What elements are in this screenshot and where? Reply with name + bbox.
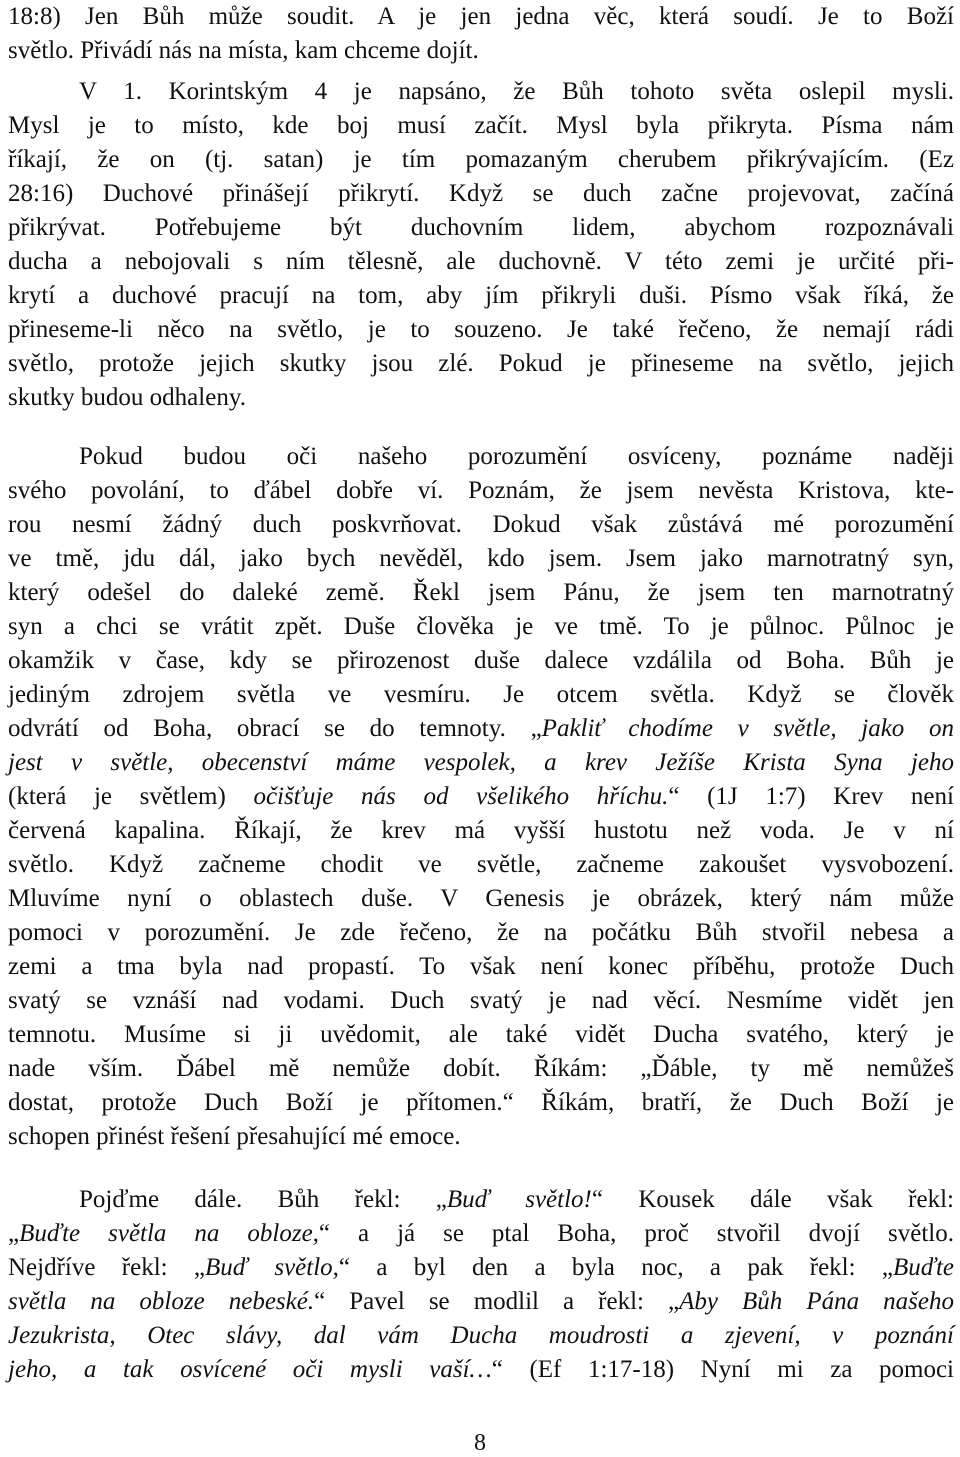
scripture-quote: očišťuje nás od všelikého hříchu. bbox=[253, 783, 669, 810]
text-span: “ a byl den a byla noc, a pak řekl: „ bbox=[338, 1254, 893, 1281]
text-line: schopen přinést řešení přesahující mé emoce. bbox=[8, 1123, 461, 1150]
text-span: “ (Ef 1:17-18) Nyní mi za pomoci bbox=[491, 1356, 954, 1383]
text-line: přineseme-li něco na světlo, je to souzeno. Je také řečeno, že nemají rádi bbox=[8, 316, 954, 343]
scripture-quote: světla na obloze nebeské. bbox=[8, 1288, 315, 1315]
text-span: Nejdříve řekl: „ bbox=[8, 1254, 206, 1281]
text-line: ve tmě, jdu dál, jako bych nevěděl, kdo jsem. Jsem jako marnotratný syn, bbox=[8, 545, 954, 572]
page-number: 8 bbox=[474, 1430, 486, 1456]
text-line: který odešel do daleké země. Řekl jsem Pánu, že jsem ten marnotratný bbox=[8, 579, 954, 606]
scripture-quote: jest v světle, obecenství máme vespolek, a krev Ježíše Krista Syna jeho bbox=[8, 749, 954, 776]
text-line bbox=[8, 780, 954, 814]
text-line: nade vším. Ďábel mě nemůže dobít. Říkám: „Ďáble, ty mě nemůžeš bbox=[8, 1055, 954, 1082]
text-span: „ bbox=[8, 1220, 20, 1247]
text-line: zemi a tma byla nad propastí. To však není konec příběhu, protože Duch bbox=[8, 953, 954, 980]
scripture-quote: Buď světlo! bbox=[446, 1186, 592, 1213]
text-line: rou nesmí žádný duch poskvrňovat. Dokud však zůstává mé porozumění bbox=[8, 511, 954, 538]
text-span: “ a já se ptal Boha, proč stvořil dvojí světlo. bbox=[318, 1220, 954, 1247]
text-span: (která je světlem) bbox=[8, 783, 254, 810]
text-line: Mluvíme nyní o oblastech duše. V Genesis je obrázek, který nám může bbox=[8, 885, 954, 912]
text-line: krytí a duchové pracují na tom, aby jím přikryli duši. Písmo však říká, že bbox=[8, 282, 954, 309]
text-span: odvrátí od Boha, obrací se do temnoty. „ bbox=[8, 715, 542, 742]
text-span: “ Pavel se modlil a řekl: „ bbox=[314, 1288, 680, 1315]
text-line bbox=[8, 1285, 954, 1319]
text-line: okamžik v čase, kdy se přirozenost duše dalece vzdálila od Boha. Bůh je bbox=[8, 647, 954, 674]
scripture-quote: Pakliť chodíme v světle, jako on bbox=[541, 715, 955, 742]
scripture-quote: Buď světlo, bbox=[205, 1254, 339, 1281]
text-line bbox=[8, 1251, 954, 1285]
text-line bbox=[8, 1353, 954, 1387]
text-line bbox=[8, 1217, 954, 1251]
text-line: 28:16) Duchové přinášejí přikrytí. Když se duch začne projevovat, začíná bbox=[8, 180, 954, 207]
text-line bbox=[79, 1183, 954, 1217]
text-line: skutky budou odhaleny. bbox=[8, 384, 246, 411]
text-span: Pojďme dále. Bůh řekl: „ bbox=[79, 1186, 447, 1213]
text-line: V 1. Korintským 4 je napsáno, že Bůh tohoto světa oslepil mysli. bbox=[79, 78, 954, 105]
text-line: 18:8) Jen Bůh může soudit. A je jen jedna věc, která soudí. Je to Boží bbox=[8, 3, 954, 30]
text-line: svatý se vznáší nad vodami. Duch svatý je nad věcí. Nesmíme vidět jen bbox=[8, 987, 954, 1014]
scripture-quote: Aby Bůh Pána našeho bbox=[679, 1288, 954, 1315]
text-line: jediným zdrojem světla ve vesmíru. Je otcem světla. Když se člověk bbox=[8, 681, 954, 708]
text-line: přikrývat. Potřebujeme být duchovním lidem, abychom rozpoznávali bbox=[8, 214, 954, 241]
text-line: pomoci v porozumění. Je zde řečeno, že na počátku Bůh stvořil nebesa a bbox=[8, 919, 954, 946]
scripture-quote: Buďte světla na obloze, bbox=[19, 1220, 319, 1247]
scripture-quote: Jezukrista, Otec slávy, dal vám Ducha moudrosti a zjevení, v poznání bbox=[8, 1322, 954, 1349]
text-line bbox=[8, 712, 954, 746]
text-line: ducha a nebojovali s ním tělesně, ale duchovně. V této zemi je určité při- bbox=[8, 248, 954, 275]
text-line: světlo. Přivádí nás na místa, kam chceme dojít. bbox=[8, 37, 479, 64]
text-line: syn a chci se vrátit zpět. Duše člověka je ve tmě. To je půlnoc. Půlnoc je bbox=[8, 613, 954, 640]
text-span: “ Kousek dále však řekl: bbox=[591, 1186, 954, 1213]
text-line: červená kapalina. Říkají, že krev má vyšší hustotu než voda. Je v ní bbox=[8, 817, 954, 844]
text-line: Pokud budou oči našeho porozumění osvíceny, poznáme naději bbox=[79, 443, 954, 470]
text-line bbox=[8, 1319, 954, 1353]
text-line bbox=[8, 746, 954, 780]
text-line: říkají, že on (tj. satan) je tím pomazaným cherubem přikrývajícím. (Ez bbox=[8, 146, 954, 173]
text-line: temnotu. Musíme si ji uvědomit, ale také vidět Ducha svatého, který je bbox=[8, 1021, 954, 1048]
scripture-quote: Buďte bbox=[892, 1254, 955, 1281]
scripture-quote: jeho, a tak osvícené oči mysli vaší… bbox=[8, 1356, 492, 1383]
text-line: Mysl je to místo, kde boj musí začít. Mysl byla přikryta. Písma nám bbox=[8, 112, 954, 139]
text-line: dostat, protože Duch Boží je přítomen.“ Říkám, bratří, že Duch Boží je bbox=[8, 1089, 954, 1116]
text-line: světlo, protože jejich skutky jsou zlé. Pokud je přineseme na světlo, jejich bbox=[8, 350, 954, 377]
text-line: svého povolání, to ďábel dobře ví. Poznám, že jsem nevěsta Kristova, kte- bbox=[8, 477, 954, 504]
text-span: “ (1J 1:7) Krev není bbox=[668, 783, 954, 810]
text-line: světlo. Když začneme chodit ve světle, začneme zakoušet vysvobození. bbox=[8, 851, 954, 878]
